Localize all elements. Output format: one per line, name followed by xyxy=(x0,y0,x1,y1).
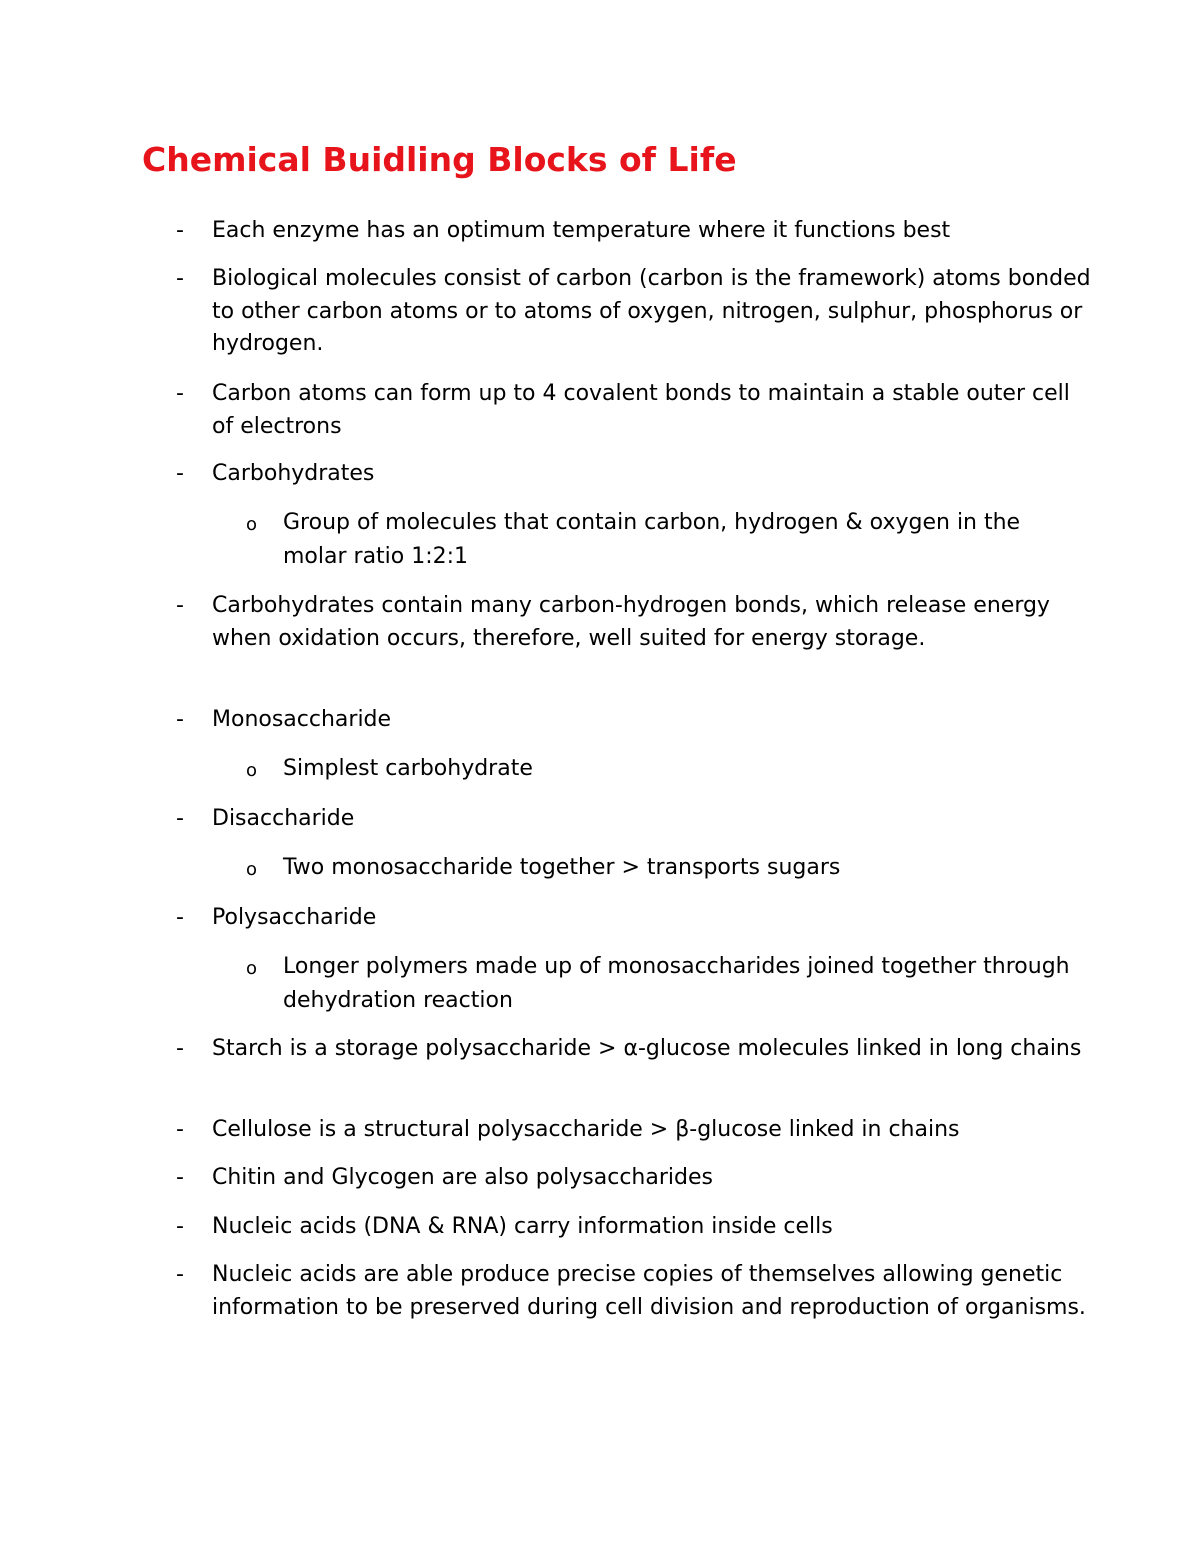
list-item-text: Biological molecules consist of carbon (carbon is the framework) atoms bonded to other carbon atoms or to atoms of oxygen, nitrogen, sulphur, phosphorus or hydrogen. xyxy=(212,266,1091,356)
list-item-text: Polysaccharide xyxy=(212,905,377,930)
bullet-dash: - xyxy=(176,593,184,618)
bullet-dash: - xyxy=(176,1165,184,1190)
list-item-text: Nucleic acids are able produce precise copies of themselves allowing genetic information to be preserved during cell division and reproduction of organisms. xyxy=(212,1262,1086,1320)
list-item-text: Carbon atoms can form up to 4 covalent bonds to maintain a stable outer cell of electrons xyxy=(212,381,1070,439)
sub-bullet-circle: o xyxy=(246,514,258,535)
list-item-text: Chitin and Glycogen are also polysaccharides xyxy=(212,1165,713,1190)
sub-list-item-text: Group of molecules that contain carbon, hydrogen & oxygen in the molar ratio 1:2:1 xyxy=(283,510,1021,569)
sub-list-item-text: Longer polymers made up of monosaccharides joined together through dehydration reaction xyxy=(283,954,1070,1013)
bullet-dash: - xyxy=(176,707,184,732)
bullet-dash: - xyxy=(176,266,184,291)
bullet-dash: - xyxy=(176,1262,184,1287)
list-item-text: Carbohydrates contain many carbon-hydrogen bonds, which release energy when oxidation occurs, therefore, well suited for energy storage. xyxy=(212,593,1050,651)
bullet-dash: - xyxy=(176,461,184,486)
sub-bullet-circle: o xyxy=(246,958,258,979)
sub-list-item-text: Simplest carbohydrate xyxy=(283,756,533,781)
bullet-dash: - xyxy=(176,381,184,406)
list-item-text: Monosaccharide xyxy=(212,707,392,732)
list-item-text: Carbohydrates xyxy=(212,461,375,486)
bullet-dash: - xyxy=(176,806,184,831)
list-item-text: Each enzyme has an optimum temperature where it functions best xyxy=(212,218,951,243)
page-title: Chemical Buidling Blocks of Life xyxy=(142,140,737,179)
list-item-text: Cellulose is a structural polysaccharide > β-glucose linked in chains xyxy=(212,1117,960,1142)
bullet-dash: - xyxy=(176,905,184,930)
sub-bullet-circle: o xyxy=(246,859,258,880)
bullet-dash: - xyxy=(176,1117,184,1142)
list-item-text: Nucleic acids (DNA & RNA) carry information inside cells xyxy=(212,1214,833,1239)
bullet-dash: - xyxy=(176,218,184,243)
list-item-text: Disaccharide xyxy=(212,806,355,831)
list-item-text: Starch is a storage polysaccharide > α-glucose molecules linked in long chains xyxy=(212,1036,1082,1061)
bullet-dash: - xyxy=(176,1036,184,1061)
sub-bullet-circle: o xyxy=(246,760,258,781)
bullet-dash: - xyxy=(176,1214,184,1239)
sub-list-item-text: Two monosaccharide together > transports sugars xyxy=(283,855,841,880)
